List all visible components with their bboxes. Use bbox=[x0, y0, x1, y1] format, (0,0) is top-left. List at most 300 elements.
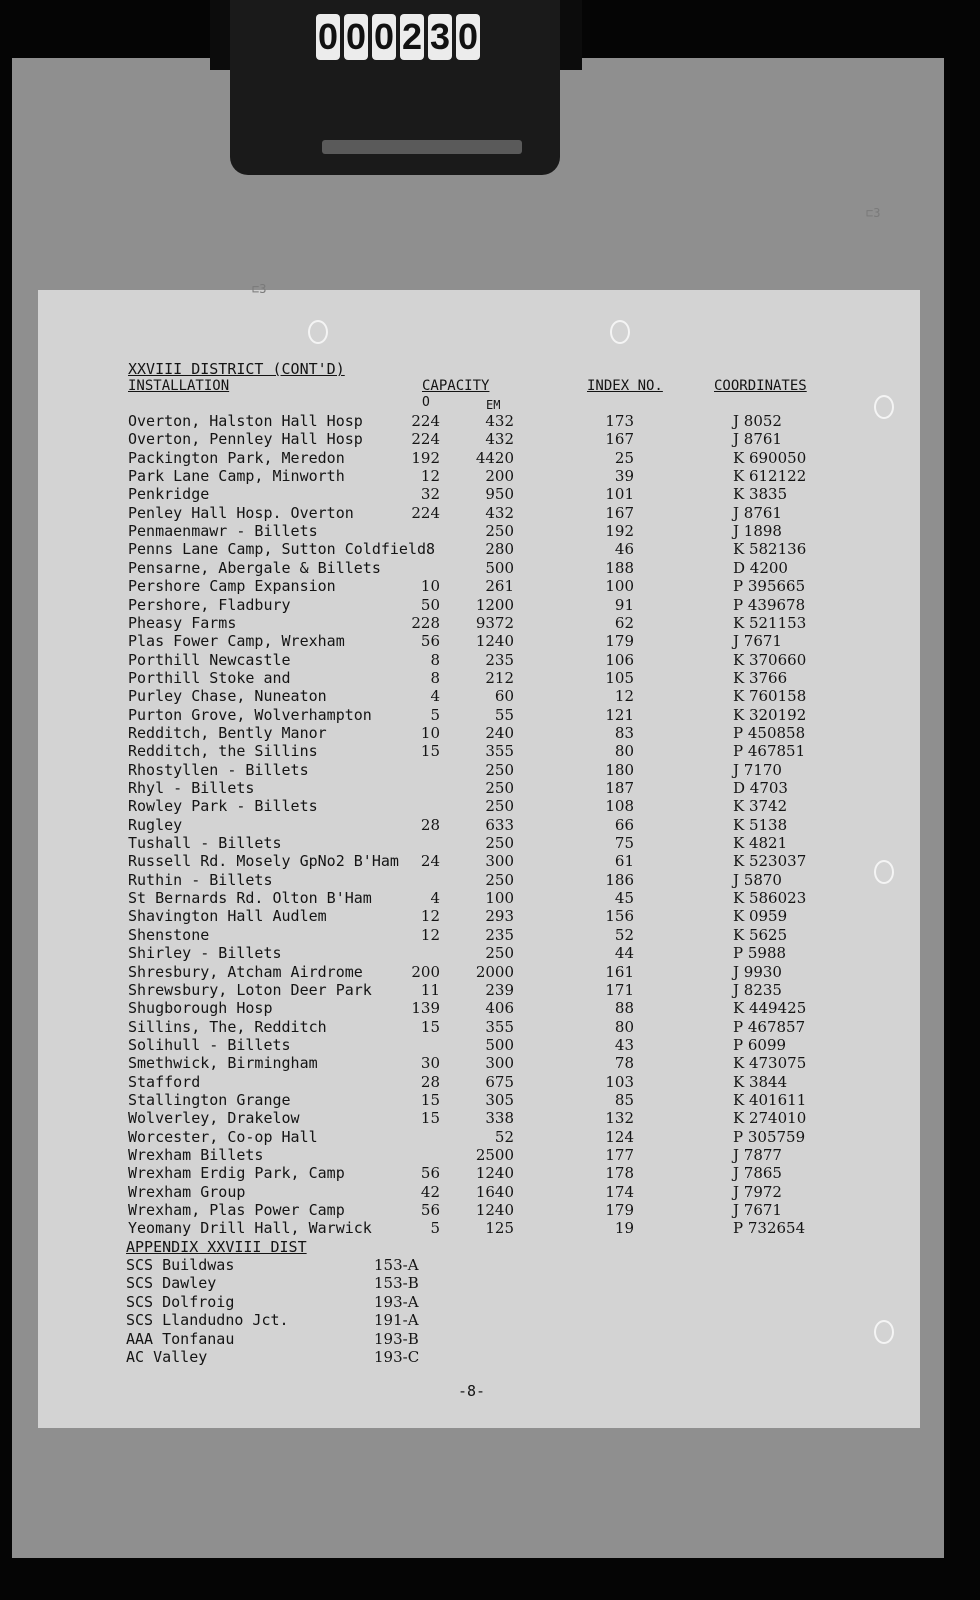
row-index: 52 bbox=[614, 925, 634, 944]
row-installation: Wolverley, Drakelow bbox=[128, 1109, 300, 1128]
row-index: 178 bbox=[605, 1164, 634, 1183]
row-coordinates: K 690050 bbox=[733, 448, 807, 467]
row-coordinates: K 521153 bbox=[733, 613, 807, 632]
row-installation: Wrexham, Plas Power Camp bbox=[128, 1201, 345, 1220]
row-capacity-em: 500 bbox=[485, 1035, 514, 1054]
table-row bbox=[38, 1146, 918, 1164]
row-installation: Sillins, The, Redditch bbox=[128, 1017, 327, 1036]
row-capacity-o: 200 bbox=[411, 962, 440, 981]
row-capacity-em: 293 bbox=[485, 907, 514, 926]
table-row bbox=[38, 724, 918, 742]
row-capacity-o: 8 bbox=[430, 650, 440, 669]
table-row bbox=[38, 779, 918, 797]
row-capacity-o: 15 bbox=[420, 1109, 440, 1128]
row-coordinates: P 450858 bbox=[733, 723, 806, 742]
table-row bbox=[38, 1054, 918, 1072]
row-coordinates: K 4821 bbox=[733, 834, 788, 853]
row-capacity-o: 24 bbox=[420, 852, 440, 871]
row-installation: Stallington Grange bbox=[128, 1090, 291, 1109]
row-installation: Wrexham Group bbox=[128, 1182, 246, 1201]
row-index: 85 bbox=[614, 1090, 634, 1109]
row-capacity-o: 30 bbox=[420, 1054, 440, 1073]
row-capacity-em: 250 bbox=[485, 834, 514, 853]
row-index: 78 bbox=[614, 1054, 634, 1073]
appendix-row bbox=[38, 1330, 918, 1348]
row-capacity-em: 250 bbox=[485, 797, 514, 816]
row-index: 167 bbox=[605, 430, 634, 449]
row-capacity-em: 250 bbox=[485, 522, 514, 541]
appendix-title: APPENDIX XXVIII DIST bbox=[126, 1238, 307, 1256]
row-index: 106 bbox=[605, 650, 634, 669]
row-capacity-o: 5 bbox=[430, 705, 440, 724]
table-row bbox=[38, 559, 918, 577]
table-row bbox=[38, 963, 918, 981]
appendix-index: 153-A bbox=[374, 1256, 419, 1274]
appendix-installation: AC Valley bbox=[126, 1348, 208, 1366]
row-capacity-em: 305 bbox=[485, 1090, 514, 1109]
row-capacity-em: 338 bbox=[485, 1109, 514, 1128]
row-capacity-o: 12 bbox=[420, 925, 440, 944]
table-row bbox=[38, 999, 918, 1017]
row-coordinates: J 8235 bbox=[733, 980, 782, 999]
row-capacity-em: 52 bbox=[494, 1127, 514, 1146]
row-coordinates: J 8052 bbox=[733, 412, 782, 430]
row-coordinates: K 0959 bbox=[733, 907, 788, 926]
row-coordinates: J 7865 bbox=[733, 1164, 782, 1183]
row-capacity-em: 300 bbox=[485, 1054, 514, 1073]
table-row bbox=[38, 540, 918, 558]
row-capacity-em: 406 bbox=[485, 999, 514, 1018]
table-row bbox=[38, 871, 918, 889]
counter-strap-left bbox=[210, 0, 230, 70]
table-row bbox=[38, 1109, 918, 1127]
row-capacity-o: 224 bbox=[411, 503, 440, 522]
row-installation: Rhyl - Billets bbox=[128, 779, 255, 797]
row-index: 62 bbox=[614, 613, 634, 632]
row-coordinates: K 523037 bbox=[733, 852, 807, 871]
row-index: 75 bbox=[614, 834, 634, 853]
row-capacity-em: 950 bbox=[485, 485, 514, 504]
row-coordinates: P 439678 bbox=[733, 595, 806, 614]
row-installation: Russell Rd. Mosely GpNo2 B'Ham bbox=[128, 852, 399, 871]
row-capacity-em: 1200 bbox=[475, 595, 514, 614]
appendix-installation: SCS Buildwas bbox=[126, 1256, 235, 1274]
row-capacity-em: 240 bbox=[485, 723, 514, 742]
appendix-index: 193-A bbox=[374, 1292, 419, 1311]
row-index: 83 bbox=[614, 723, 634, 742]
row-installation: Purton Grove, Wolverhampton bbox=[128, 705, 372, 724]
row-index: 100 bbox=[605, 577, 634, 596]
row-capacity-em: 633 bbox=[485, 815, 514, 834]
table-row bbox=[38, 1091, 918, 1109]
row-capacity-o: 56 bbox=[420, 632, 440, 651]
row-installation: Yeomany Drill Hall, Warwick bbox=[128, 1219, 372, 1238]
appendix-installation: SCS Llandudno Jct. bbox=[126, 1311, 289, 1330]
col-index: INDEX NO. bbox=[587, 378, 663, 394]
table-row bbox=[38, 944, 918, 962]
punch-hole-right-3 bbox=[874, 1320, 894, 1344]
appendix-installation: SCS Dolfroig bbox=[126, 1292, 235, 1311]
row-installation: Plas Fower Camp, Wrexham bbox=[128, 632, 345, 651]
row-capacity-o: 139 bbox=[411, 999, 440, 1018]
table-row bbox=[38, 1201, 918, 1219]
row-index: 179 bbox=[605, 632, 634, 651]
counter-plate bbox=[322, 140, 522, 154]
row-index: 171 bbox=[605, 980, 634, 999]
row-installation: Wrexham Billets bbox=[128, 1146, 264, 1164]
row-installation: Overton, Pennley Hall Hosp bbox=[128, 430, 363, 449]
appendix-row bbox=[38, 1293, 918, 1311]
row-capacity-o: 15 bbox=[420, 742, 440, 761]
table-row bbox=[38, 907, 918, 925]
table-row bbox=[38, 687, 918, 705]
row-index: 187 bbox=[605, 779, 634, 797]
row-installation: Shrewsbury, Loton Deer Park bbox=[128, 980, 372, 999]
row-capacity-o: 5 bbox=[430, 1219, 440, 1238]
row-coordinates: J 9930 bbox=[733, 962, 782, 981]
row-coordinates: P 305759 bbox=[733, 1127, 806, 1146]
row-index: 124 bbox=[605, 1127, 634, 1146]
row-installation: Overton, Halston Hall Hosp bbox=[128, 412, 363, 430]
row-index: 43 bbox=[614, 1035, 634, 1054]
row-capacity-o: 56 bbox=[420, 1164, 440, 1183]
table-row bbox=[38, 632, 918, 650]
col-capacity: CAPACITY bbox=[422, 378, 490, 394]
table-row bbox=[38, 449, 918, 467]
row-capacity-em: 55 bbox=[494, 705, 514, 724]
row-installation: Smethwick, Birmingham bbox=[128, 1054, 318, 1073]
row-coordinates: P 395665 bbox=[733, 577, 806, 596]
table-row bbox=[38, 614, 918, 632]
paper-mark: ⊏3 bbox=[252, 282, 267, 296]
table-row bbox=[38, 467, 918, 485]
row-index: 46 bbox=[614, 540, 634, 559]
row-index: 80 bbox=[614, 1017, 634, 1036]
corner-mark: ⊏3 bbox=[866, 206, 881, 220]
row-installation: Pershore, Fladbury bbox=[128, 595, 291, 614]
col-installation: INSTALLATION bbox=[128, 378, 230, 394]
row-coordinates: P 732654 bbox=[733, 1219, 806, 1238]
row-capacity-o: 42 bbox=[420, 1182, 440, 1201]
row-index: 91 bbox=[614, 595, 634, 614]
row-installation: Shugborough Hosp bbox=[128, 999, 273, 1018]
row-coordinates: K 3766 bbox=[733, 668, 788, 687]
row-installation: Shirley - Billets bbox=[128, 944, 282, 963]
row-coordinates: K 3742 bbox=[733, 797, 788, 816]
punch-hole-top-left bbox=[308, 320, 328, 344]
row-index: 167 bbox=[605, 503, 634, 522]
row-capacity-em: 280 bbox=[485, 540, 514, 559]
row-installation: Porthill Newcastle bbox=[128, 650, 291, 669]
row-capacity-o: 56 bbox=[420, 1201, 440, 1220]
row-capacity-o: 28 bbox=[420, 815, 440, 834]
row-capacity-o: 224 bbox=[411, 412, 440, 430]
row-capacity-o: 28 bbox=[420, 1072, 440, 1091]
appendix-row bbox=[38, 1311, 918, 1329]
row-capacity-em: 250 bbox=[485, 870, 514, 889]
row-coordinates: K 274010 bbox=[733, 1109, 807, 1128]
document-page bbox=[38, 282, 920, 1428]
row-index: 186 bbox=[605, 870, 634, 889]
row-coordinates: J 8761 bbox=[733, 430, 782, 449]
table-row bbox=[38, 834, 918, 852]
frame-counter bbox=[316, 14, 484, 64]
appendix-row bbox=[38, 1348, 918, 1366]
row-index: 180 bbox=[605, 760, 634, 779]
table-row bbox=[38, 485, 918, 503]
row-capacity-em: 355 bbox=[485, 1017, 514, 1036]
table-row bbox=[38, 651, 918, 669]
row-installation: Tushall - Billets bbox=[128, 834, 282, 853]
row-index: 192 bbox=[605, 522, 634, 541]
punch-hole-top-right bbox=[610, 320, 630, 344]
row-index: 188 bbox=[605, 558, 634, 577]
row-installation: Redditch, Bently Manor bbox=[128, 723, 327, 742]
appendix-installation: SCS Dawley bbox=[126, 1274, 217, 1293]
appendix-row bbox=[38, 1256, 918, 1274]
row-index: 45 bbox=[614, 889, 634, 908]
row-index: 88 bbox=[614, 999, 634, 1018]
row-capacity-em: 125 bbox=[485, 1219, 514, 1238]
col-capacity-em: EM bbox=[486, 398, 501, 412]
row-installation: Solihull - Billets bbox=[128, 1035, 291, 1054]
table-row bbox=[38, 742, 918, 760]
appendix-index: 193-C bbox=[374, 1348, 420, 1366]
table-row bbox=[38, 852, 918, 870]
table-row bbox=[38, 1128, 918, 1146]
page-number: -8- bbox=[458, 1382, 486, 1400]
appendix-row bbox=[38, 1274, 918, 1292]
row-capacity-em: 212 bbox=[485, 668, 514, 687]
row-index: 121 bbox=[605, 705, 634, 724]
row-index: 179 bbox=[605, 1201, 634, 1220]
row-capacity-o: 4 bbox=[430, 889, 440, 908]
row-installation: Pershore Camp Expansion bbox=[128, 577, 336, 596]
row-installation: Rhostyllen - Billets bbox=[128, 760, 309, 779]
table-row bbox=[38, 1183, 918, 1201]
row-capacity-em: 675 bbox=[485, 1072, 514, 1091]
counter-digit: 0 bbox=[344, 14, 368, 60]
row-coordinates: K 3844 bbox=[733, 1072, 788, 1091]
row-installation: Shresbury, Atcham Airdrome bbox=[128, 962, 363, 981]
punch-hole-right-2 bbox=[874, 860, 894, 884]
row-capacity-o: 32 bbox=[420, 485, 440, 504]
row-coordinates: K 582136 bbox=[733, 540, 807, 559]
row-index: 19 bbox=[614, 1219, 634, 1238]
row-capacity-em: 355 bbox=[485, 742, 514, 761]
table-row bbox=[38, 596, 918, 614]
row-coordinates: K 3835 bbox=[733, 485, 788, 504]
row-coordinates: J 5870 bbox=[733, 870, 782, 889]
row-installation: Penkridge bbox=[128, 485, 210, 504]
table-row bbox=[38, 1036, 918, 1054]
row-capacity-o: 12 bbox=[420, 907, 440, 926]
table-row bbox=[38, 430, 918, 448]
row-capacity-em: 2000 bbox=[475, 962, 514, 981]
row-index: 177 bbox=[605, 1146, 634, 1164]
table-row bbox=[38, 577, 918, 595]
row-capacity-em: 200 bbox=[485, 467, 514, 486]
counter-digit: 0 bbox=[372, 14, 396, 60]
table-row bbox=[38, 1164, 918, 1182]
row-capacity-em: 235 bbox=[485, 925, 514, 944]
row-installation: Rugley bbox=[128, 815, 183, 834]
counter-digit: 3 bbox=[428, 14, 452, 60]
row-coordinates: J 7671 bbox=[733, 632, 782, 651]
row-installation: Pheasy Farms bbox=[128, 613, 237, 632]
row-installation: Packington Park, Meredon bbox=[128, 448, 345, 467]
row-installation: Ruthin - Billets bbox=[128, 870, 273, 889]
row-index: 105 bbox=[605, 668, 634, 687]
row-index: 61 bbox=[614, 852, 634, 871]
row-coordinates: J 8761 bbox=[733, 503, 782, 522]
row-capacity-em: 1640 bbox=[475, 1182, 514, 1201]
table-row bbox=[38, 522, 918, 540]
table-row bbox=[38, 797, 918, 815]
row-capacity-em: 432 bbox=[485, 503, 514, 522]
row-installation: Penns Lane Camp, Sutton Coldfield8 bbox=[128, 540, 436, 559]
row-coordinates: K 612122 bbox=[733, 467, 807, 486]
row-capacity-em: 261 bbox=[485, 577, 514, 596]
table-row bbox=[38, 669, 918, 687]
table-row bbox=[38, 1073, 918, 1091]
row-coordinates: K 449425 bbox=[733, 999, 807, 1018]
row-index: 108 bbox=[605, 797, 634, 816]
row-coordinates: K 473075 bbox=[733, 1054, 807, 1073]
row-coordinates: P 467857 bbox=[733, 1017, 806, 1036]
row-capacity-o: 12 bbox=[420, 467, 440, 486]
row-index: 12 bbox=[614, 687, 634, 706]
table-row bbox=[38, 889, 918, 907]
appendix-index: 191-A bbox=[374, 1311, 419, 1330]
counter-digit: 2 bbox=[400, 14, 424, 60]
row-index: 80 bbox=[614, 742, 634, 761]
row-installation: Pensarne, Abergale & Billets bbox=[128, 558, 381, 577]
row-index: 161 bbox=[605, 962, 634, 981]
appendix-index: 153-B bbox=[374, 1274, 419, 1293]
row-installation: Worcester, Co-op Hall bbox=[128, 1127, 318, 1146]
row-capacity-em: 9372 bbox=[475, 613, 514, 632]
district-title: XXVIII DISTRICT (CONT'D) bbox=[128, 360, 345, 378]
table-row bbox=[38, 504, 918, 522]
counter-digit: 0 bbox=[456, 14, 480, 60]
row-capacity-em: 100 bbox=[485, 889, 514, 908]
table-row bbox=[38, 706, 918, 724]
row-coordinates: K 5138 bbox=[733, 815, 788, 834]
row-capacity-o: 50 bbox=[420, 595, 440, 614]
counter-digit: 0 bbox=[316, 14, 340, 60]
row-capacity-em: 300 bbox=[485, 852, 514, 871]
appendix-installation: AAA Tonfanau bbox=[126, 1329, 235, 1348]
row-installation: Wrexham Erdig Park, Camp bbox=[128, 1164, 345, 1183]
row-coordinates: J 7972 bbox=[733, 1182, 782, 1201]
row-index: 103 bbox=[605, 1072, 634, 1091]
row-capacity-o: 224 bbox=[411, 430, 440, 449]
row-installation: Park Lane Camp, Minworth bbox=[128, 467, 345, 486]
row-capacity-o: 228 bbox=[411, 613, 440, 632]
row-capacity-o: 15 bbox=[420, 1017, 440, 1036]
row-capacity-o: 10 bbox=[420, 577, 440, 596]
table-row bbox=[38, 816, 918, 834]
row-coordinates: K 760158 bbox=[733, 687, 807, 706]
row-index: 173 bbox=[605, 412, 634, 430]
row-coordinates: K 320192 bbox=[733, 705, 807, 724]
row-capacity-em: 1240 bbox=[475, 1201, 514, 1220]
row-index: 101 bbox=[605, 485, 634, 504]
row-capacity-o: 15 bbox=[420, 1090, 440, 1109]
row-capacity-o: 192 bbox=[411, 448, 440, 467]
row-capacity-em: 239 bbox=[485, 980, 514, 999]
row-coordinates: K 5625 bbox=[733, 925, 788, 944]
row-coordinates: K 370660 bbox=[733, 650, 807, 669]
col-coordinates: COORDINATES bbox=[714, 378, 807, 394]
counter-strap-right bbox=[560, 0, 582, 70]
row-capacity-em: 250 bbox=[485, 760, 514, 779]
col-capacity-o: O bbox=[422, 395, 430, 410]
row-installation: Purley Chase, Nuneaton bbox=[128, 687, 327, 706]
row-coordinates: K 586023 bbox=[733, 889, 807, 908]
row-capacity-em: 1240 bbox=[475, 632, 514, 651]
row-installation: Porthill Stoke and bbox=[128, 668, 291, 687]
row-capacity-em: 4420 bbox=[475, 448, 514, 467]
row-coordinates: P 6099 bbox=[733, 1035, 787, 1054]
row-installation: St Bernards Rd. Olton B'Ham bbox=[128, 889, 372, 908]
row-index: 156 bbox=[605, 907, 634, 926]
row-coordinates: P 5988 bbox=[733, 944, 787, 963]
row-capacity-o: 4 bbox=[430, 687, 440, 706]
row-capacity-em: 60 bbox=[494, 687, 514, 706]
row-capacity-em: 250 bbox=[485, 944, 514, 963]
row-capacity-o: 11 bbox=[420, 980, 440, 999]
row-installation: Shavington Hall Audlem bbox=[128, 907, 327, 926]
row-capacity-em: 432 bbox=[485, 412, 514, 430]
appendix-index: 193-B bbox=[374, 1329, 419, 1348]
row-installation: Stafford bbox=[128, 1072, 201, 1091]
row-coordinates: J 7877 bbox=[733, 1146, 782, 1164]
row-index: 66 bbox=[614, 815, 634, 834]
row-capacity-em: 1240 bbox=[475, 1164, 514, 1183]
row-capacity-em: 500 bbox=[485, 558, 514, 577]
table-row bbox=[38, 761, 918, 779]
row-installation: Rowley Park - Billets bbox=[128, 797, 318, 816]
row-index: 174 bbox=[605, 1182, 634, 1201]
row-capacity-em: 432 bbox=[485, 430, 514, 449]
row-installation: Shenstone bbox=[128, 925, 210, 944]
row-index: 44 bbox=[614, 944, 634, 963]
row-index: 39 bbox=[614, 467, 634, 486]
row-capacity-em: 235 bbox=[485, 650, 514, 669]
row-coordinates: J 7671 bbox=[733, 1201, 782, 1220]
punch-hole-right-1 bbox=[874, 395, 894, 419]
row-installation: Penley Hall Hosp. Overton bbox=[128, 503, 354, 522]
table-row bbox=[38, 926, 918, 944]
row-coordinates: D 4200 bbox=[733, 558, 788, 577]
row-coordinates: P 467851 bbox=[733, 742, 806, 761]
row-capacity-o: 8 bbox=[430, 668, 440, 687]
row-capacity-em: 250 bbox=[485, 779, 514, 797]
row-installation: Penmaenmawr - Billets bbox=[128, 522, 318, 541]
row-coordinates: D 4703 bbox=[733, 779, 788, 797]
row-index: 25 bbox=[614, 448, 634, 467]
table-row bbox=[38, 1219, 918, 1237]
row-coordinates: J 7170 bbox=[733, 760, 782, 779]
row-index: 132 bbox=[605, 1109, 634, 1128]
table-row bbox=[38, 1018, 918, 1036]
row-installation: Redditch, the Sillins bbox=[128, 742, 318, 761]
table-row bbox=[38, 412, 918, 430]
row-capacity-o: 10 bbox=[420, 723, 440, 742]
row-coordinates: J 1898 bbox=[733, 522, 782, 541]
